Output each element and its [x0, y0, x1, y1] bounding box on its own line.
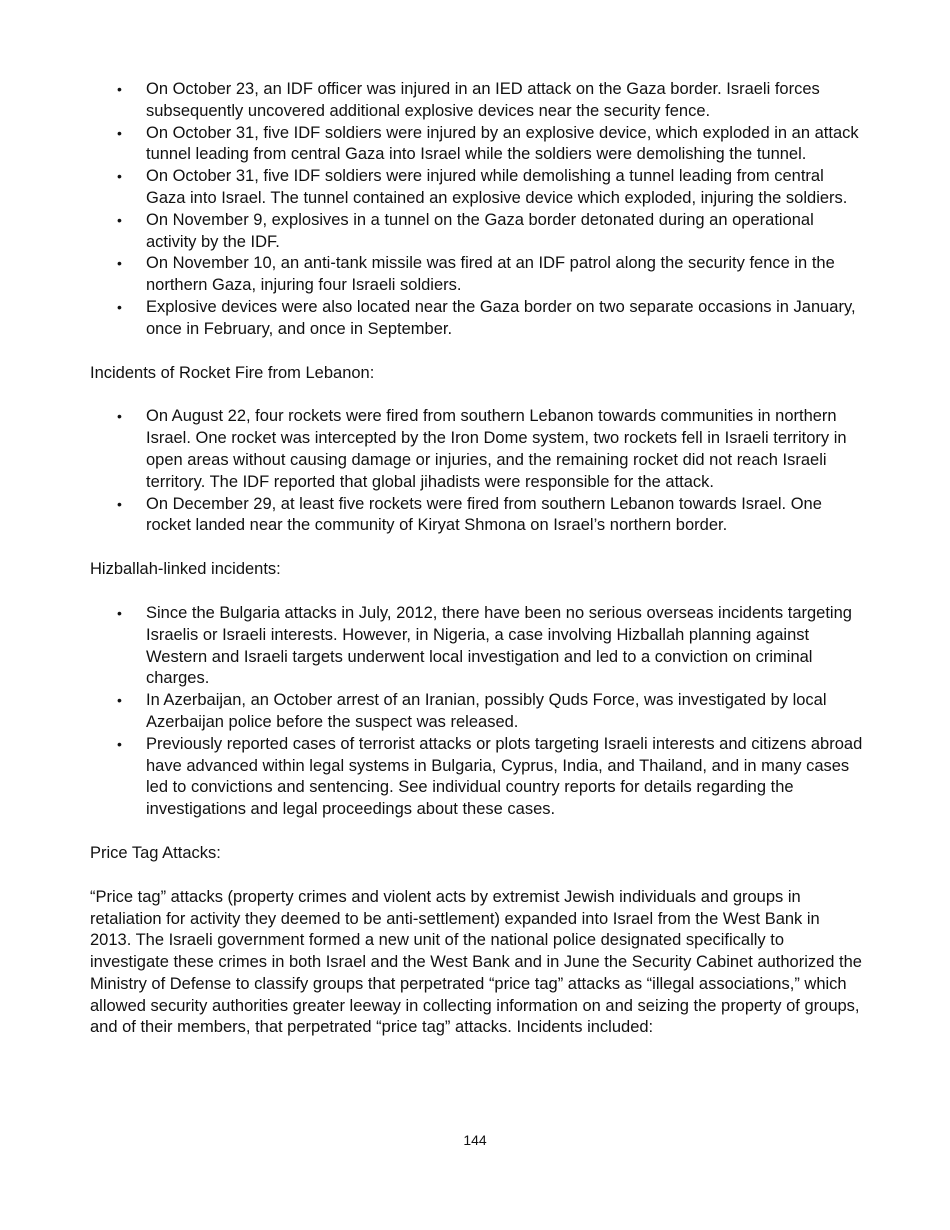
hizballah-section-heading: Hizballah-linked incidents:: [90, 560, 281, 579]
bullet-icon: •: [117, 604, 122, 621]
bullet-icon: •: [117, 735, 122, 752]
list-item: • On August 22, four rockets were fired from southern Lebanon towards communities in northern Israel. One rocket was intercepted by the Iron Dome system, two rockets fell in Israeli territory in open areas without causing damage or injuries, and the remaining rocket did not reach Israeli territory. The IDF reported that global jihadists were responsible for the attack.: [117, 407, 847, 491]
bullet-icon: •: [117, 211, 122, 228]
bullet-icon: •: [117, 81, 122, 97]
bullet-icon: •: [117, 255, 122, 272]
hizballah-incidents-list: [90, 603, 865, 821]
bullet-icon: •: [117, 298, 122, 315]
list-item: • Previously reported cases of terrorist attacks or plots targeting Israeli interests and citizens abroad have advanced within legal systems in Bulgaria, Cyprus, India, and Thailand, and in many cases led to convictions and sentencing. See individual country reports for details regarding the investigations and legal proceedings about these cases.: [117, 734, 863, 819]
lebanon-section-heading: Incidents of Rocket Fire from Lebanon:: [90, 363, 375, 382]
bullet-icon: •: [117, 495, 122, 512]
bullet-icon: •: [117, 124, 122, 141]
page-number: 144: [463, 1132, 487, 1148]
document-page: [90, 79, 865, 1039]
list-item: • On October 23, an IDF officer was injured in an IED attack on the Gaza border. Israeli forces subsequently uncovered additional explosive devices near the security fence.: [117, 80, 820, 120]
list-item: • In Azerbaijan, an October arrest of an Iranian, possibly Quds Force, was investigated by local Azerbaijan police before the suspect was released.: [117, 691, 827, 731]
list-item: • Explosive devices were also located near the Gaza border on two separate occasions in January, once in February, and once in September.: [117, 297, 856, 338]
bullet-icon: •: [117, 408, 122, 425]
list-item: • Since the Bulgaria attacks in July, 2012, there have been no serious overseas incidents targeting Israelis or Israeli interests. However, in Nigeria, a case involving Hizballah planning against Western and Israeli targets underwent local investigation and led to a conviction on criminal charges.: [117, 603, 852, 688]
list-item: • On December 29, at least five rockets were fired from southern Lebanon towards Israel. One rocket landed near the community of Kiryat Shmona on Israel’s northern border.: [117, 494, 822, 535]
list-item: • On October 31, five IDF soldiers were injured by an explosive device, which exploded in an attack tunnel leading from central Gaza into Israel while the soldiers were demolishing the tunnel.: [117, 123, 859, 164]
lebanon-incidents-list: [90, 406, 865, 537]
price-tag-section-heading: Price Tag Attacks:: [90, 843, 221, 862]
bullet-icon: •: [117, 692, 122, 709]
list-item: • On November 10, an anti-tank missile was fired at an IDF patrol along the security fence in the northern Gaza, injuring four Israeli soldiers.: [117, 254, 835, 295]
bullet-icon: •: [117, 168, 122, 185]
list-item: • On October 31, five IDF soldiers were injured while demolishing a tunnel leading from central Gaza into Israel. The tunnel contained an explosive device which exploded, injuring the soldiers.: [117, 167, 848, 207]
list-item: • On November 9, explosives in a tunnel on the Gaza border detonated during an operational activity by the IDF.: [117, 210, 814, 251]
price-tag-paragraph: “Price tag” attacks (property crimes and violent acts by extremist Jewish individuals and groups in retaliation for activity they deemed to be anti-settlement) expanded into Israel from the West Bank in 2013. The Israeli government formed a new unit of the national police designated specifically to investigate these crimes in both Israel and the West Bank and in June the Security Cabinet authorized the Ministry of Defense to classify groups that perpetrated “price tag” attacks as “illegal associations,” which allowed security authorities greater leeway in collecting information on and seizing the property of groups, and of their members, that perpetrated “price tag” attacks. Incidents included:: [90, 887, 862, 1037]
gaza-incidents-list: [90, 79, 865, 341]
